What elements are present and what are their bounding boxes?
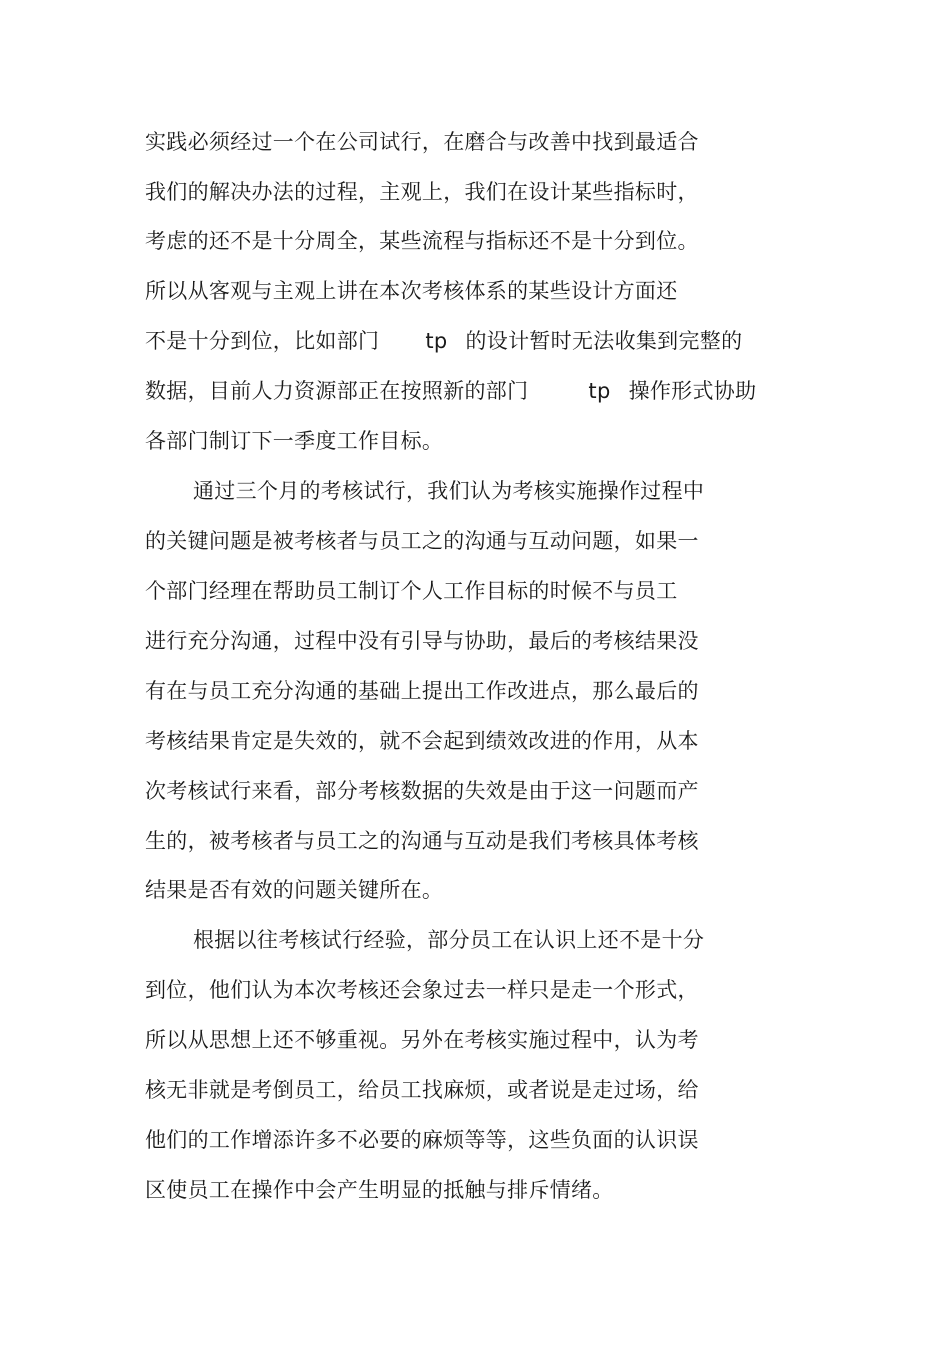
text-line: 根据以往考核试行经验，部分员工在认识上还不是十分 <box>193 928 705 952</box>
text-line: 结果是否有效的问题关键所在。 <box>145 878 444 902</box>
text-segment: 操作形式协助 <box>628 379 757 403</box>
text-line: 有在与员工充分沟通的基础上提出工作改进点，那么最后的 <box>145 679 699 703</box>
text-line <box>145 326 742 356</box>
text-line: 到位，他们认为本次考核还会象过去一样只是走一个形式， <box>145 978 699 1002</box>
text-line: 区使员工在操作中会产生明显的抵触与排斥情绪。 <box>145 1178 614 1202</box>
text-line: 各部门制订下一季度工作目标。 <box>145 429 444 453</box>
text-line: 考虑的还不是十分周全，某些流程与指标还不是十分到位。 <box>145 229 699 253</box>
text-line: 他们的工作增添许多不必要的麻烦等等，这些负面的认识误 <box>145 1128 699 1152</box>
text-line: 次考核试行来看，部分考核数据的失效是由于这一问题而产 <box>145 779 699 803</box>
text-segment: tp <box>425 329 448 353</box>
text-line: 核无非就是考倒员工，给员工找麻烦，或者说是走过场，给 <box>145 1078 699 1102</box>
text-line: 个部门经理在帮助员工制订个人工作目标的时候不与员工 <box>145 579 678 603</box>
text-line: 进行充分沟通，过程中没有引导与协助，最后的考核结果没 <box>145 629 699 653</box>
text-line: 实践必须经过一个在公司试行，在磨合与改善中找到最适合 <box>145 130 699 154</box>
text-line: 生的，被考核者与员工之的沟通与互动是我们考核具体考核 <box>145 829 699 853</box>
text-line: 所以从思想上还不够重视。另外在考核实施过程中，认为考 <box>145 1028 699 1052</box>
text-line: 所以从客观与主观上讲在本次考核体系的某些设计方面还 <box>145 279 678 303</box>
text-segment: 不是十分到位，比如部门 <box>145 329 380 353</box>
text-segment: 的设计暂时无法收集到完整的 <box>465 329 743 353</box>
text-line <box>145 376 756 406</box>
text-segment: 数据，目前人力资源部正在按照新的部门 <box>145 379 529 403</box>
text-line: 考核结果肯定是失效的，就不会起到绩效改进的作用，从本 <box>145 729 699 753</box>
text-line: 我们的解决办法的过程，主观上，我们在设计某些指标时， <box>145 180 699 204</box>
text-line: 的关键问题是被考核者与员工之的沟通与互动问题，如果一 <box>145 529 699 553</box>
text-line: 通过三个月的考核试行，我们认为考核实施操作过程中 <box>193 479 705 503</box>
text-segment: tp <box>588 379 611 403</box>
